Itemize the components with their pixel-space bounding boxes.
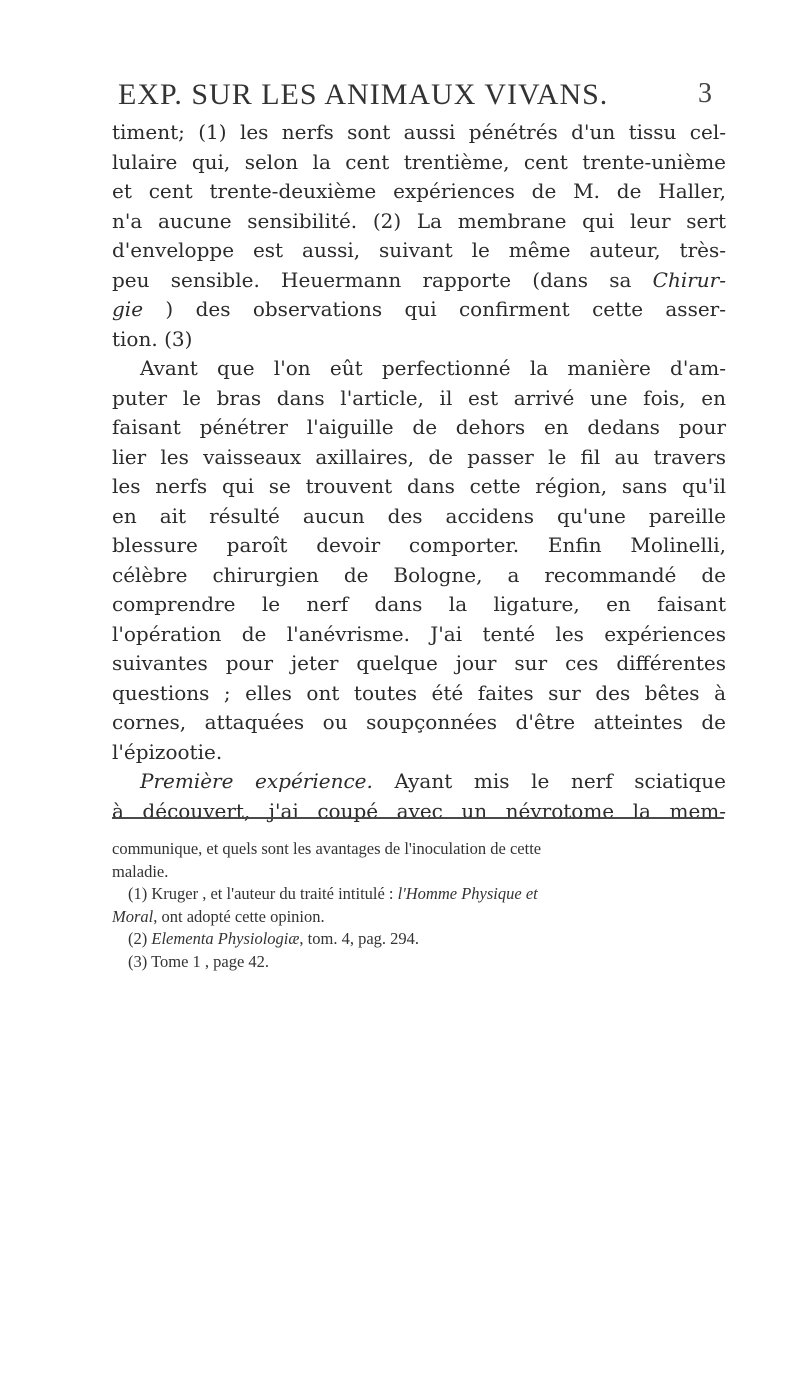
- text-line: célèbre chirurgien de Bologne, a recommandé de: [112, 562, 726, 587]
- text-line: à découvert, j'ai coupé avec un névrotome la mem-: [112, 798, 726, 823]
- text-run: ) des observations qui confirment cette asser-: [143, 297, 726, 321]
- text-line: [112, 767, 726, 797]
- text-line: blessure paroît devoir comporter. Enfin Molinelli,: [112, 533, 726, 557]
- footnote-marker: (1): [128, 884, 148, 903]
- text-line: [112, 266, 726, 296]
- book-title-italic: l'Homme Physique et: [397, 884, 538, 903]
- footnote-line: communique, et quels sont les avantages de l'inoculation de cette: [112, 839, 542, 858]
- text-line: questions ; elles ont toutes été faites sur des bêtes à: [112, 680, 726, 705]
- running-head: [118, 78, 718, 114]
- text-line: cornes, attaquées ou soupçonnées d'être atteintes de: [112, 710, 726, 734]
- text-line: l'épizootie.: [112, 739, 223, 764]
- footnote-rule: [112, 817, 724, 819]
- text-run: , tom. 4, pag. 294.: [299, 929, 420, 948]
- book-title-italic: Moral: [112, 906, 154, 926]
- running-title: EXP. SUR LES ANIMAUX VIVANS.: [118, 78, 609, 111]
- text-line: faisant pénétrer l'aiguille de dehors en dedans pour: [112, 415, 726, 439]
- text-run: , ont adopté cette opinion.: [153, 906, 325, 926]
- page-number: 3: [698, 78, 712, 109]
- footnote-line: [112, 906, 726, 929]
- text-run: peu sensible. Heuermann rapporte (dans sa: [112, 267, 653, 292]
- footnote-1: [112, 883, 726, 906]
- text-line: timent; (1) les nerfs sont aussi pénétrés d'un tissu cel-: [112, 120, 726, 144]
- text-line: d'enveloppe est aussi, suivant le même auteur, très-: [112, 238, 726, 262]
- footnote-marker: (2): [128, 929, 148, 948]
- text-run: Kruger , et l'auteur du traité intitulé :: [147, 884, 398, 903]
- text-line: l'opération de l'anévrisme. J'ai tenté les expériences: [112, 621, 726, 646]
- text-line: [112, 295, 726, 325]
- text-line: tion. (3): [112, 326, 193, 351]
- footnotes: [112, 838, 726, 973]
- book-title-italic: gie: [112, 297, 144, 321]
- text-run: Tome 1 , page 42.: [147, 951, 270, 971]
- footnote-3: [112, 951, 726, 974]
- footnote-marker: (3): [128, 951, 148, 971]
- text-line: les nerfs qui se trouvent dans cette région, sans qu'il: [112, 474, 726, 498]
- experiment-heading: Première expérience.: [140, 769, 373, 793]
- footnote-2: [112, 928, 726, 951]
- text-line: n'a aucune sensibilité. (2) La membrane qui leur sert: [112, 208, 726, 233]
- text-line: Avant que l'on eût perfectionné la manière d'am-: [140, 356, 726, 380]
- text-run: Ayant mis le nerf sciatique: [372, 769, 726, 793]
- body-text: [112, 118, 726, 826]
- text-line: en ait résulté aucun des accidens qu'une pareille: [112, 503, 726, 528]
- text-line: puter le bras dans l'article, il est arrivé une fois, en: [112, 385, 726, 410]
- footnote-line: maladie.: [112, 861, 169, 881]
- book-title-italic: Elementa Physiologiæ: [147, 929, 300, 948]
- text-line: et cent trente-deuxième expériences de M. de Haller,: [112, 179, 726, 203]
- text-line: suivantes pour jeter quelque jour sur ces différentes: [112, 651, 726, 675]
- text-line: lier les vaisseaux axillaires, de passer le fil au travers: [112, 444, 726, 469]
- text-line: comprendre le nerf dans la ligature, en faisant: [112, 592, 726, 616]
- text-line: lulaire qui, selon la cent trentième, cent trente-unième: [112, 149, 726, 174]
- book-title-italic: Chirur-: [652, 267, 726, 292]
